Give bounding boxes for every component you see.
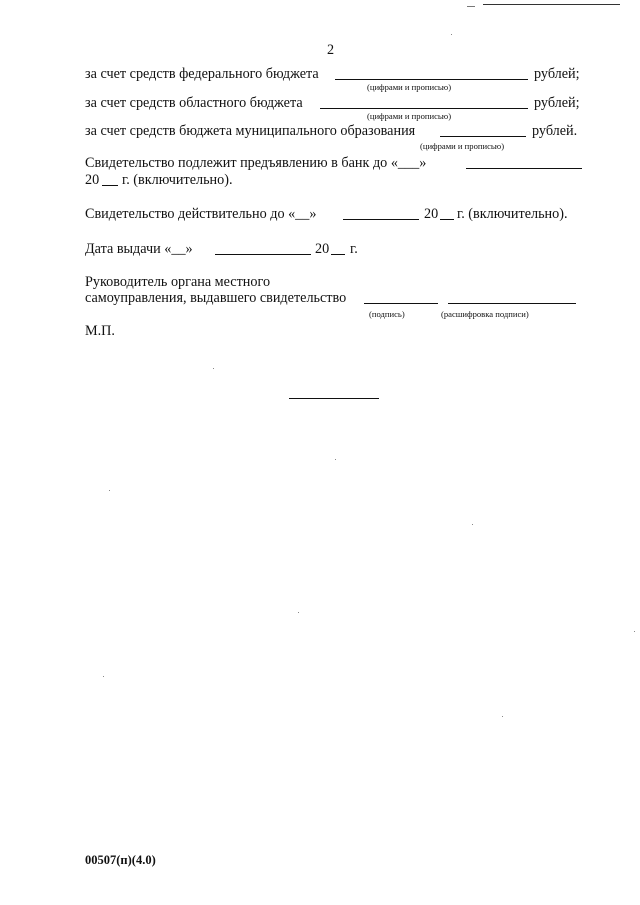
federal-budget-label: за счет средств федерального бюджета bbox=[85, 66, 319, 82]
scan-speck bbox=[634, 631, 635, 632]
issue-year-field bbox=[331, 241, 345, 255]
bank-year-prefix: 20 bbox=[85, 172, 100, 188]
bank-presentation-line1: Свидетельство подлежит предъявлению в банк до «___» bbox=[85, 155, 427, 171]
issue-year-prefix: 20 bbox=[315, 241, 330, 257]
header-rule bbox=[483, 4, 620, 5]
validity-year-prefix: 20 bbox=[424, 206, 439, 222]
regional-hint: (цифрами и прописью) bbox=[367, 111, 452, 121]
municipal-unit: рублей. bbox=[532, 123, 578, 139]
validity-suffix: г. (включительно). bbox=[457, 206, 568, 222]
federal-unit: рублей; bbox=[534, 66, 580, 82]
scan-speck bbox=[213, 368, 214, 369]
scan-speck bbox=[103, 676, 104, 677]
scan-speck bbox=[335, 459, 336, 460]
validity-date-field bbox=[343, 206, 419, 220]
bank-year-field bbox=[102, 172, 118, 186]
signature-hint: (подпись) bbox=[369, 309, 405, 319]
signatory-line1: Руководитель органа местного bbox=[85, 274, 271, 290]
page-number: 2 bbox=[327, 42, 335, 58]
bank-date-field bbox=[466, 155, 582, 169]
signatory-line2: самоуправления, выдавшего свидетельство bbox=[85, 290, 347, 306]
regional-amount-field bbox=[320, 95, 528, 109]
municipal-amount-field bbox=[440, 123, 526, 137]
form-code: 00507(п)(4.0) bbox=[85, 853, 156, 867]
validity-prefix: Свидетельство действительно до «__» bbox=[85, 206, 317, 222]
municipal-hint: (цифрами и прописью) bbox=[420, 141, 505, 151]
signature-name-field bbox=[448, 290, 576, 304]
end-rule bbox=[289, 398, 379, 399]
validity-year-field bbox=[440, 206, 454, 220]
issue-date-prefix: Дата выдачи «__» bbox=[85, 241, 193, 257]
regional-budget-label: за счет средств областного бюджета bbox=[85, 95, 303, 111]
scan-speck bbox=[451, 34, 452, 35]
issue-date-field bbox=[215, 241, 311, 255]
header-rule-short bbox=[467, 6, 475, 7]
stamp-place: М.П. bbox=[85, 323, 115, 339]
federal-hint: (цифрами и прописью) bbox=[367, 82, 452, 92]
scan-speck bbox=[502, 716, 503, 717]
regional-unit: рублей; bbox=[534, 95, 580, 111]
signature-field bbox=[364, 290, 438, 304]
federal-amount-field bbox=[335, 66, 528, 80]
issue-date-suffix: г. bbox=[350, 241, 358, 257]
scan-speck bbox=[472, 524, 473, 525]
municipal-budget-label: за счет средств бюджета муниципального образования bbox=[85, 123, 416, 139]
signature-name-hint: (расшифровка подписи) bbox=[441, 309, 529, 319]
scan-speck bbox=[109, 490, 110, 491]
scan-speck bbox=[298, 612, 299, 613]
bank-year-suffix: г. (включительно). bbox=[122, 172, 233, 188]
